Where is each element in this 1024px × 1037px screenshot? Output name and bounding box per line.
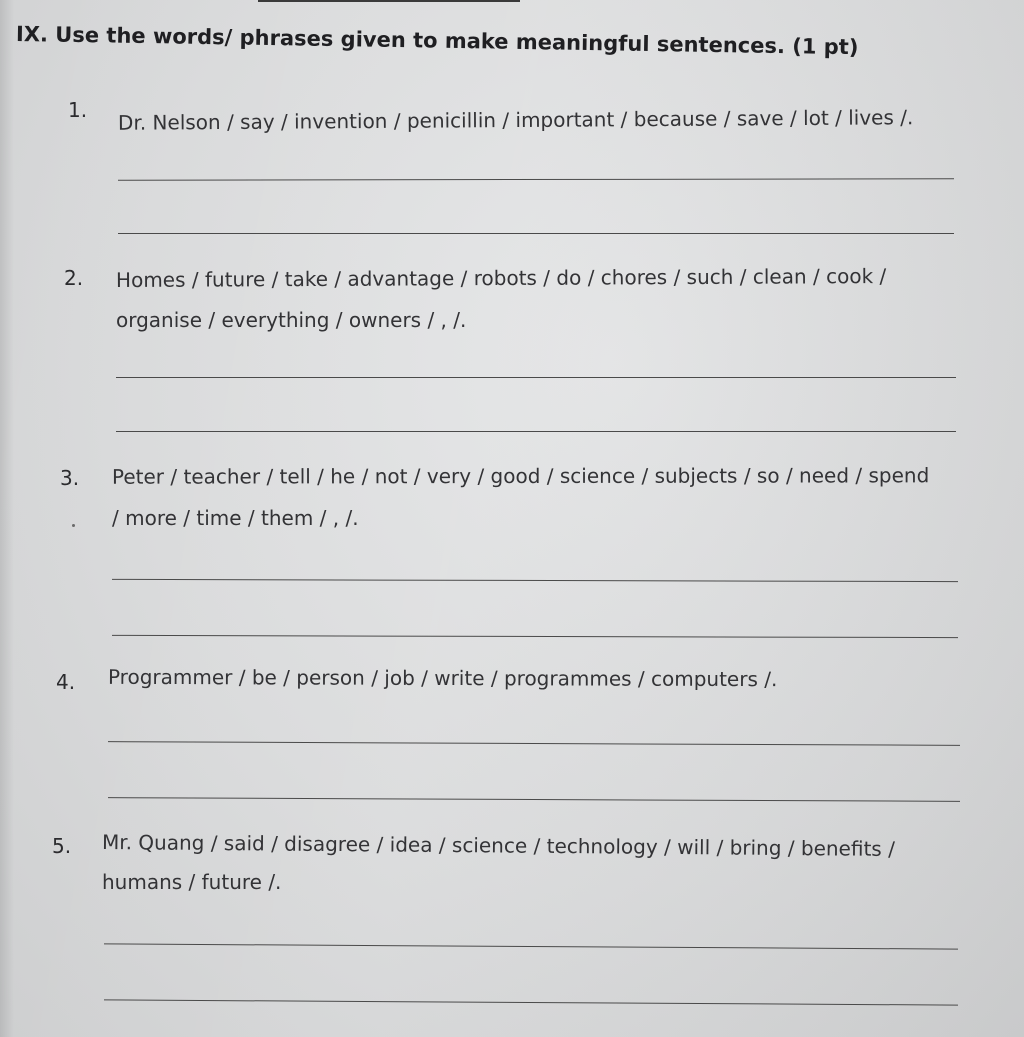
- question-4-prompt-line-1: Programmer / be / person / job / write / programmes / computers /.: [107, 664, 778, 692]
- question-3-prompt-line-1: Peter / teacher / tell / he / not / very / good / science / subjects / so / need / spend: [111, 463, 930, 489]
- question-3-number: 3.: [60, 466, 80, 490]
- section-heading: IX. Use the words/ phrases given to make meaningful sentences. (1 pt): [15, 22, 859, 60]
- page-edge-shadow: [0, 0, 14, 1037]
- question-4-answer-line-1[interactable]: [108, 741, 960, 746]
- stray-mark: [72, 524, 75, 527]
- question-5-answer-line-2[interactable]: [104, 999, 958, 1005]
- question-2-prompt-line-2: organise / everything / owners / , /.: [116, 308, 467, 332]
- question-1-answer-line-1[interactable]: [118, 178, 954, 180]
- question-3-answer-line-2[interactable]: [112, 635, 958, 638]
- question-5-prompt-line-2: humans / future /.: [102, 870, 282, 894]
- question-5-number: 5.: [52, 834, 72, 858]
- question-2-answer-line-1[interactable]: [116, 377, 956, 378]
- question-3-prompt-line-2: / more / time / them / , /.: [112, 506, 359, 530]
- top-rule: [258, 0, 520, 2]
- question-3-answer-line-1[interactable]: [112, 579, 958, 582]
- question-1-prompt-line-1: Dr. Nelson / say / invention / penicillin / important / because / save / lot / lives /.: [117, 105, 914, 135]
- question-5-prompt-line-1: Mr. Quang / said / disagree / idea / science / technology / will / bring / benefits /: [101, 830, 895, 861]
- question-1-number: 1.: [68, 98, 88, 122]
- question-5-answer-line-1[interactable]: [104, 943, 958, 949]
- question-4-answer-line-2[interactable]: [108, 797, 960, 802]
- question-1-answer-line-2[interactable]: [118, 233, 954, 234]
- question-4-number: 4.: [56, 670, 76, 694]
- question-2-number: 2.: [64, 266, 84, 290]
- question-2-answer-line-2[interactable]: [116, 431, 956, 432]
- question-2-prompt-line-1: Homes / future / take / advantage / robots / do / chores / such / clean / cook /: [115, 263, 887, 293]
